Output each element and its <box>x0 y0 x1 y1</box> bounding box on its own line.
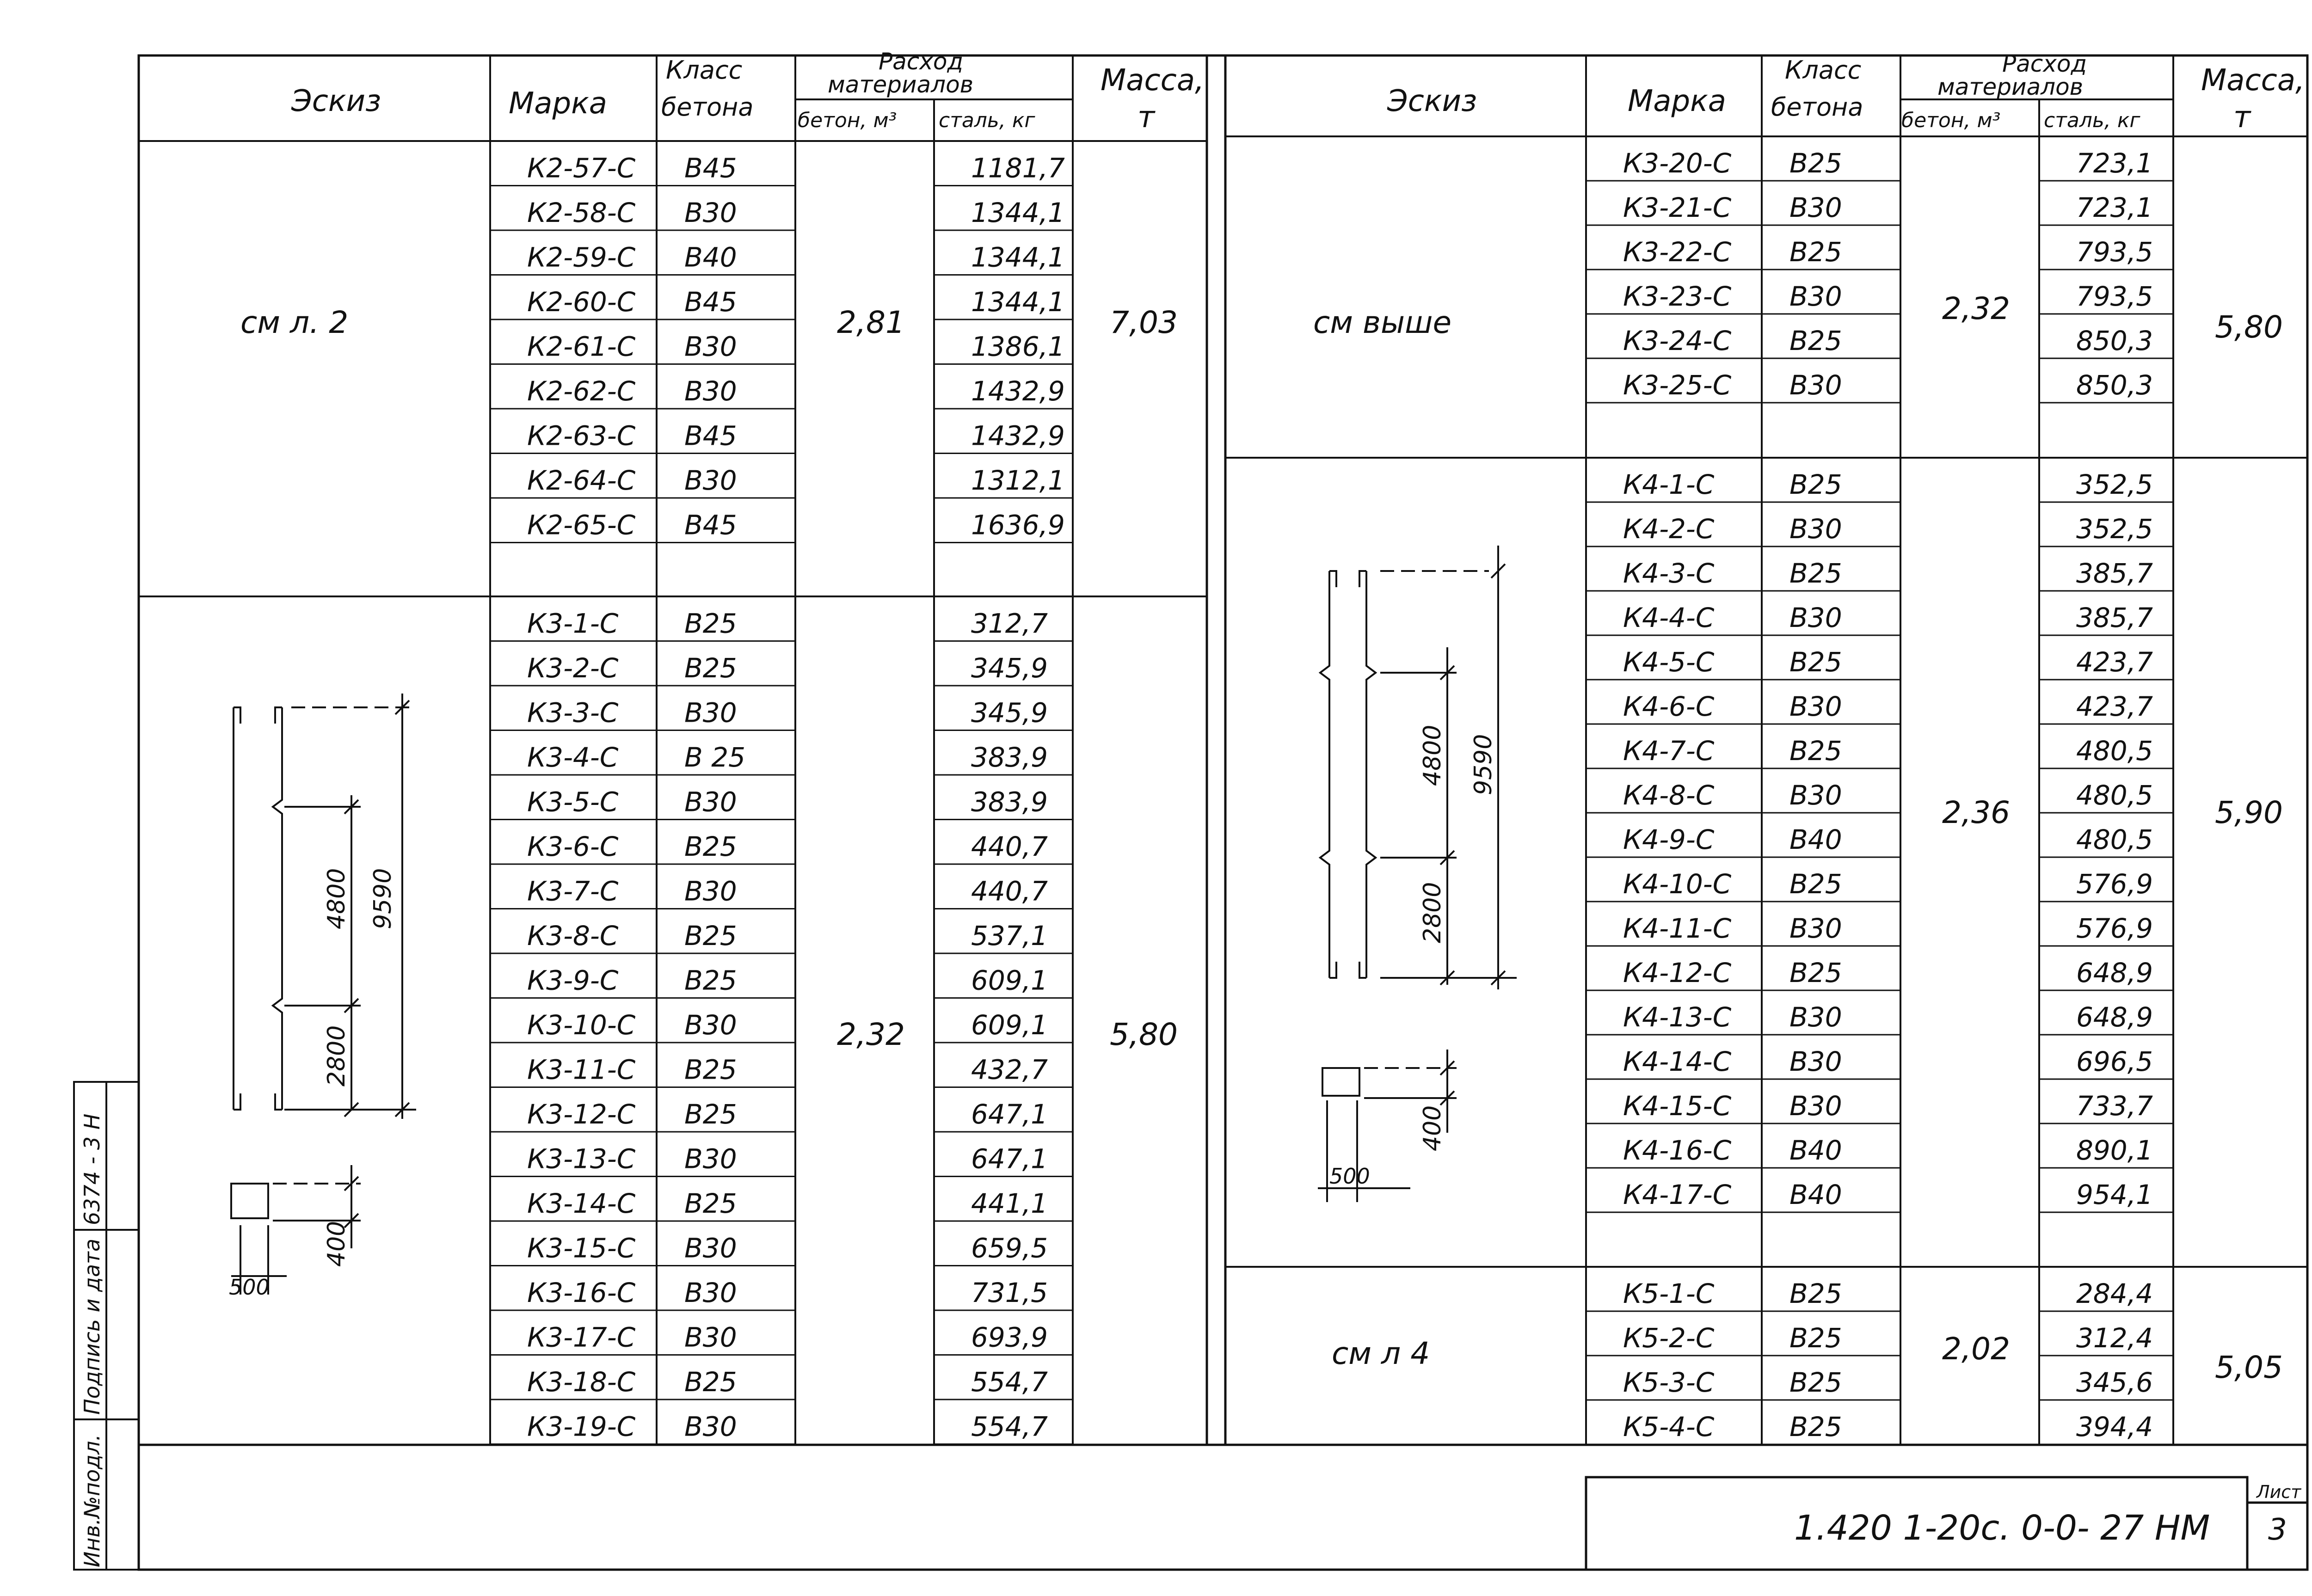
row-class: В25 <box>684 652 737 684</box>
row-mark: К4-6-С <box>1623 691 1715 722</box>
row-class: В30 <box>684 786 737 818</box>
row-class: В25 <box>684 1099 737 1130</box>
row-steel: 648,9 <box>2076 957 2153 988</box>
lt-h-concrete: бетон, м³ <box>798 109 897 132</box>
row-steel: 1344,1 <box>971 197 1065 228</box>
lt-h-class-2: бетона <box>661 92 754 122</box>
row-steel: 423,7 <box>2076 691 2153 722</box>
lt-group2-concrete: 2,32 <box>837 1017 905 1052</box>
row-mark: К3-23-С <box>1623 281 1732 312</box>
row-steel: 954,1 <box>2076 1179 2153 1210</box>
row-mark: К4-16-С <box>1623 1135 1732 1166</box>
row-mark: К2-62-С <box>527 375 636 407</box>
row-class: В40 <box>1789 824 1842 855</box>
row-mark: К4-11-С <box>1623 913 1732 944</box>
rt-h-sketch: Эскиз <box>1387 84 1477 118</box>
row-class: В25 <box>1789 1367 1842 1398</box>
rt-dim-500: 500 <box>1329 1164 1370 1189</box>
rt-h-steel: сталь, кг <box>2044 109 2140 132</box>
row-steel: 383,9 <box>971 786 1048 818</box>
row-steel: 352,5 <box>2076 469 2153 500</box>
row-class: В25 <box>684 1188 737 1219</box>
row-mark: К3-22-С <box>1623 236 1732 268</box>
row-mark: К2-58-С <box>527 197 636 228</box>
row-steel: 383,9 <box>971 742 1048 773</box>
lt-h-cons-2: материалов <box>828 71 974 98</box>
row-mark: К3-2-С <box>527 652 619 684</box>
row-mark: К2-64-С <box>527 465 636 496</box>
row-steel: 576,9 <box>2076 868 2153 900</box>
row-steel: 609,1 <box>971 1009 1048 1041</box>
row-steel: 733,7 <box>2076 1090 2153 1122</box>
row-class: В30 <box>684 1143 737 1175</box>
rt-h-mass-1: Масса, <box>2201 63 2305 98</box>
row-class: В30 <box>684 697 737 729</box>
row-class: В45 <box>684 509 737 541</box>
row-steel: 793,5 <box>2076 236 2153 268</box>
row-steel: 647,1 <box>971 1099 1048 1130</box>
row-mark: К4-8-С <box>1623 780 1715 811</box>
rt-h-mass-2: т <box>2233 100 2251 135</box>
row-mark: К2-57-С <box>527 152 636 184</box>
rt-dim-9590: 9590 <box>1470 734 1497 795</box>
row-class: В40 <box>684 241 737 273</box>
rt-h-class-2: бетона <box>1771 92 1863 122</box>
row-mark: К3-10-С <box>527 1009 636 1041</box>
row-class: В30 <box>684 1232 737 1264</box>
lt-h-mark: Марка <box>509 86 607 121</box>
row-class: В25 <box>1789 1411 1842 1443</box>
row-steel: 385,7 <box>2076 602 2153 633</box>
lt-dim-4800: 4800 <box>323 868 350 929</box>
row-steel: 1432,9 <box>971 375 1065 407</box>
row-class: В25 <box>1789 868 1842 900</box>
rt-dim-400: 400 <box>1419 1105 1446 1151</box>
row-mark: К4-15-С <box>1623 1090 1732 1122</box>
lt-group1-mass: 7,03 <box>1110 305 1178 340</box>
row-mark: К4-4-С <box>1623 602 1715 633</box>
lt-group1-concrete: 2,81 <box>837 305 905 340</box>
rt-group3-note: см л 4 <box>1332 1336 1430 1371</box>
row-mark: К4-2-С <box>1623 513 1715 545</box>
row-class: В25 <box>1789 147 1842 179</box>
row-mark: К3-13-С <box>527 1143 636 1175</box>
row-class: В 25 <box>684 742 746 773</box>
row-class: В30 <box>1789 780 1842 811</box>
row-steel: 1386,1 <box>971 331 1065 362</box>
row-mark: К3-16-С <box>527 1277 636 1308</box>
lt-dim-9590: 9590 <box>369 868 397 929</box>
lt-h-mass-1: Масса, <box>1101 63 1205 98</box>
row-steel: 1312,1 <box>971 465 1065 496</box>
row-mark: К3-17-С <box>527 1321 636 1353</box>
drawing-code: 1.420 1-20с. 0-0- 27 НМ <box>1794 1508 2210 1548</box>
row-mark: К4-1-С <box>1623 469 1715 500</box>
row-mark: К3-14-С <box>527 1188 636 1219</box>
rt-h-concrete: бетон, м³ <box>1901 109 2001 132</box>
row-steel: 609,1 <box>971 964 1048 996</box>
lt-h-mass-2: т <box>1138 100 1155 135</box>
row-class: В30 <box>684 1321 737 1353</box>
row-class: В30 <box>1789 691 1842 722</box>
row-class: В40 <box>1789 1179 1842 1210</box>
row-mark: К5-2-С <box>1623 1322 1715 1354</box>
row-steel: 554,7 <box>971 1366 1048 1398</box>
inv-label: Инв.№подл. <box>80 1434 105 1567</box>
row-steel: 440,7 <box>971 831 1048 862</box>
row-steel: 723,1 <box>2076 147 2153 179</box>
row-steel: 554,7 <box>971 1411 1048 1443</box>
row-steel: 850,3 <box>2076 369 2153 401</box>
rt-group2-mass: 5,90 <box>2215 795 2283 830</box>
row-class: В25 <box>684 608 737 639</box>
row-mark: К3-3-С <box>527 697 619 729</box>
rt-group2-concrete: 2,36 <box>1942 795 2010 830</box>
inv-value: 6374 - 3 Н <box>80 1113 105 1225</box>
row-steel: 312,7 <box>971 608 1048 639</box>
column-sketch-right <box>1318 546 1517 1202</box>
row-steel: 537,1 <box>971 920 1048 951</box>
row-class: В25 <box>1789 469 1842 500</box>
row-class: В30 <box>684 1277 737 1308</box>
row-class: В30 <box>684 1411 737 1443</box>
sheet-label: Лист <box>2257 1482 2301 1502</box>
row-mark: К4-17-С <box>1623 1179 1732 1210</box>
right-table-rows <box>1586 147 2173 1444</box>
row-mark: К2-63-С <box>527 420 636 452</box>
row-steel: 385,7 <box>2076 558 2153 589</box>
column-sketch-left <box>231 694 416 1295</box>
row-mark: К4-3-С <box>1623 558 1715 589</box>
rt-h-cons-1: Расход <box>2002 50 2087 77</box>
row-steel: 423,7 <box>2076 646 2153 678</box>
row-steel: 647,1 <box>971 1143 1048 1175</box>
row-class: В30 <box>684 197 737 228</box>
row-mark: К3-20-С <box>1623 147 1732 179</box>
row-steel: 480,5 <box>2076 780 2153 811</box>
lt-h-class-1: Класс <box>666 55 743 85</box>
row-steel: 693,9 <box>971 1321 1048 1353</box>
row-class: В25 <box>1789 646 1842 678</box>
row-class: В45 <box>684 420 737 452</box>
row-steel: 659,5 <box>971 1232 1048 1264</box>
row-mark: К3-18-С <box>527 1366 636 1398</box>
row-mark: К4-13-С <box>1623 1001 1732 1033</box>
row-mark: К3-9-С <box>527 964 619 996</box>
row-mark: К3-19-С <box>527 1411 636 1443</box>
row-mark: К4-5-С <box>1623 646 1715 678</box>
row-mark: К3-15-С <box>527 1232 636 1264</box>
row-mark: К2-59-С <box>527 241 636 273</box>
lt-dim-2800: 2800 <box>323 1025 350 1087</box>
row-mark: К4-12-С <box>1623 957 1732 988</box>
rt-h-mark: Марка <box>1628 84 1726 118</box>
rt-group1-mass: 5,80 <box>2215 309 2283 345</box>
row-steel: 576,9 <box>2076 913 2153 944</box>
row-mark: К3-7-С <box>527 875 619 907</box>
row-class: В25 <box>1789 236 1842 268</box>
row-steel: 284,4 <box>2076 1278 2153 1309</box>
row-class: В25 <box>684 831 737 862</box>
row-class: В30 <box>684 375 737 407</box>
row-mark: К3-5-С <box>527 786 619 818</box>
row-mark: К4-9-С <box>1623 824 1715 855</box>
lt-h-sketch: Эскиз <box>291 84 381 118</box>
row-steel: 345,6 <box>2076 1367 2153 1398</box>
row-steel: 1344,1 <box>971 286 1065 318</box>
row-steel: 1432,9 <box>971 420 1065 452</box>
row-class: В30 <box>1789 1046 1842 1077</box>
row-steel: 312,4 <box>2076 1322 2153 1354</box>
row-mark: К3-1-С <box>527 608 619 639</box>
rt-group1-note: см выше <box>1313 305 1452 340</box>
row-mark: К3-4-С <box>527 742 619 773</box>
row-mark: К3-6-С <box>527 831 619 862</box>
row-class: В25 <box>1789 1278 1842 1309</box>
rt-group3-concrete: 2,02 <box>1942 1331 2010 1367</box>
row-class: В25 <box>1789 735 1842 767</box>
row-class: В30 <box>684 875 737 907</box>
lt-group1-note: см л. 2 <box>240 305 349 340</box>
rt-h-cons-2: материалов <box>1937 74 2084 100</box>
row-mark: К4-10-С <box>1623 868 1732 900</box>
row-steel: 432,7 <box>971 1054 1048 1086</box>
row-steel: 1344,1 <box>971 241 1065 273</box>
rt-group3-mass: 5,05 <box>2215 1350 2283 1385</box>
row-steel: 345,9 <box>971 652 1048 684</box>
lt-group2-mass: 5,80 <box>1110 1017 1178 1052</box>
row-steel: 394,4 <box>2076 1411 2153 1443</box>
sheet-number: 3 <box>2268 1513 2287 1547</box>
row-class: В30 <box>684 465 737 496</box>
rt-dim-2800: 2800 <box>1419 882 1446 943</box>
lt-h-steel: сталь, кг <box>939 109 1035 132</box>
row-mark: К2-65-С <box>527 509 636 541</box>
row-mark: К2-60-С <box>527 286 636 318</box>
row-class: В25 <box>684 1366 737 1398</box>
row-steel: 1636,9 <box>971 509 1065 541</box>
row-mark: К4-14-С <box>1623 1046 1732 1077</box>
row-class: В25 <box>1789 957 1842 988</box>
row-steel: 850,3 <box>2076 325 2153 356</box>
row-class: В25 <box>684 964 737 996</box>
row-mark: К5-4-С <box>1623 1411 1715 1443</box>
row-class: В30 <box>1789 192 1842 223</box>
row-mark: К3-8-С <box>527 920 619 951</box>
row-mark: К5-3-С <box>1623 1367 1715 1398</box>
row-class: В30 <box>1789 369 1842 401</box>
row-steel: 696,5 <box>2076 1046 2153 1077</box>
rt-group1-concrete: 2,32 <box>1942 291 2010 326</box>
row-class: В30 <box>1789 602 1842 633</box>
row-class: В25 <box>1789 558 1842 589</box>
row-mark: К3-24-С <box>1623 325 1732 356</box>
row-class: В25 <box>684 920 737 951</box>
row-class: В30 <box>1789 281 1842 312</box>
row-steel: 480,5 <box>2076 824 2153 855</box>
sign-label: Подпись и дата <box>80 1238 105 1415</box>
row-steel: 723,1 <box>2076 192 2153 223</box>
row-steel: 345,9 <box>971 697 1048 729</box>
lt-dim-400: 400 <box>323 1221 350 1267</box>
row-mark: К3-11-С <box>527 1054 636 1086</box>
rt-h-class-1: Класс <box>1785 55 1862 85</box>
row-mark: К3-12-С <box>527 1099 636 1130</box>
row-steel: 1181,7 <box>971 152 1065 184</box>
row-mark: К4-7-С <box>1623 735 1715 767</box>
row-class: В30 <box>1789 513 1842 545</box>
row-steel: 648,9 <box>2076 1001 2153 1033</box>
row-mark: К5-1-С <box>1623 1278 1715 1309</box>
row-steel: 890,1 <box>2076 1135 2153 1166</box>
row-class: В25 <box>1789 1322 1842 1354</box>
row-class: В25 <box>1789 325 1842 356</box>
row-class: В45 <box>684 152 737 184</box>
row-class: В30 <box>684 331 737 362</box>
row-class: В40 <box>1789 1135 1842 1166</box>
row-class: В30 <box>1789 1090 1842 1122</box>
rt-dim-4800: 4800 <box>1419 724 1446 786</box>
row-steel: 793,5 <box>2076 281 2153 312</box>
row-class: В30 <box>1789 1001 1842 1033</box>
row-steel: 440,7 <box>971 875 1048 907</box>
row-mark: К3-21-С <box>1623 192 1732 223</box>
row-steel: 480,5 <box>2076 735 2153 767</box>
row-steel: 441,1 <box>971 1188 1048 1219</box>
row-mark: К3-25-С <box>1623 369 1732 401</box>
row-class: В25 <box>684 1054 737 1086</box>
row-class: В45 <box>684 286 737 318</box>
row-class: В30 <box>684 1009 737 1041</box>
row-steel: 731,5 <box>971 1277 1048 1308</box>
left-table-rows <box>490 153 1073 1444</box>
row-steel: 352,5 <box>2076 513 2153 545</box>
row-class: В30 <box>1789 913 1842 944</box>
row-mark: К2-61-С <box>527 331 636 362</box>
lt-h-cons-1: Расход <box>879 48 964 75</box>
lt-dim-500: 500 <box>229 1275 270 1300</box>
